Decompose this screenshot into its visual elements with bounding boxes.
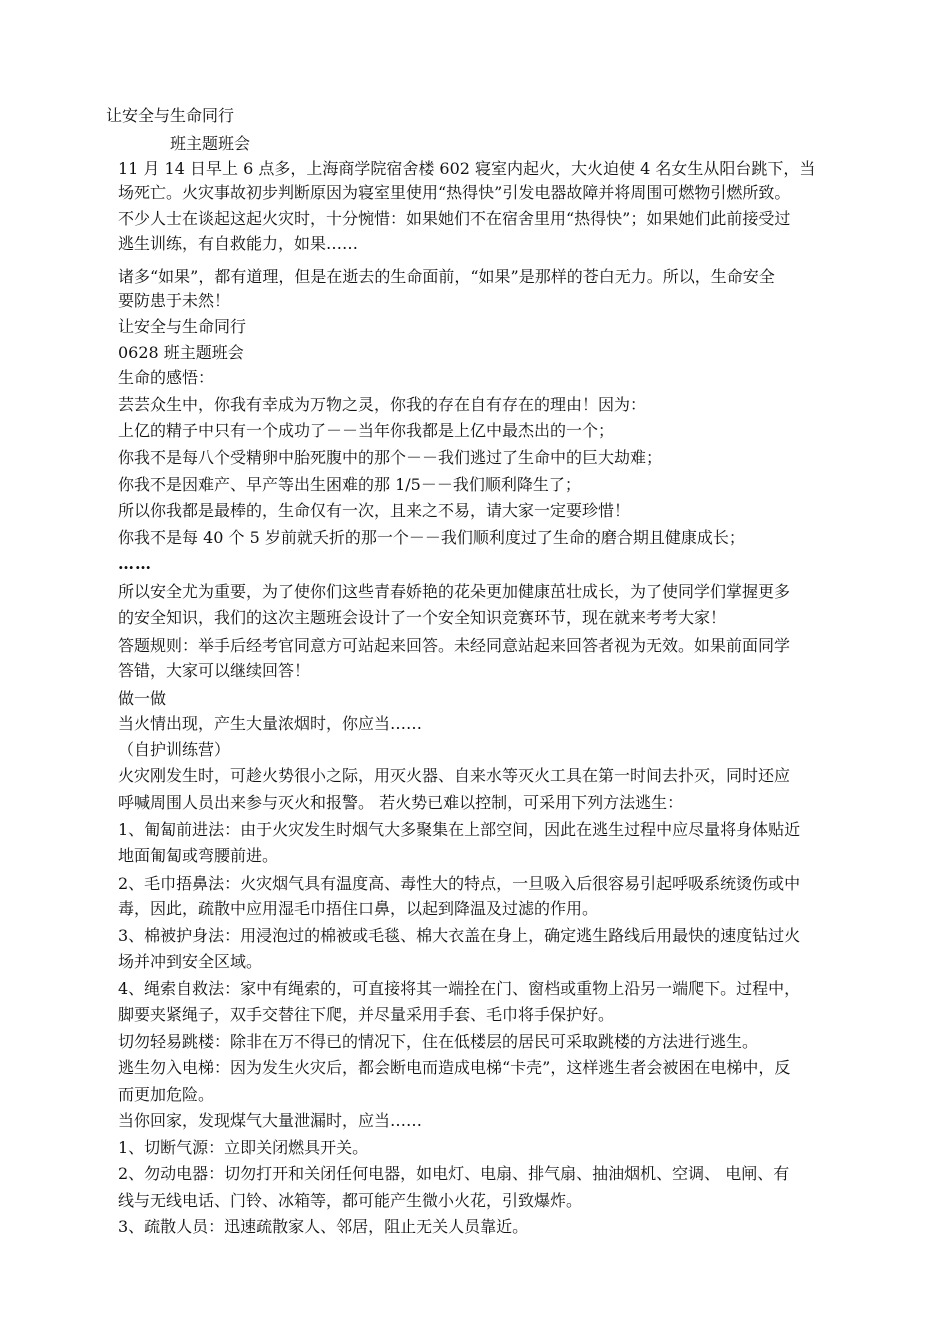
body-line: 不少人士在谈起这起火灾时，十分惋惜：如果她们不在宿舍里用“热得快”；如果她们此前接受过	[118, 209, 791, 228]
body-line: 要防患于未然！	[118, 291, 231, 310]
body-line: 你我不是每八个受精卵中胎死腹中的那个－－我们逃过了生命中的巨大劫难；	[118, 448, 663, 467]
body-line: 地面匍匐或弯腰前进。	[118, 846, 279, 865]
body-line: 的安全知识，我们的这次主题班会设计了一个安全知识竞赛环节，现在就来考考大家！	[118, 608, 727, 627]
body-line: 火灾刚发生时，可趁火势很小之际，用灭火器、自来水等灭火工具在第一时间去扑灭，同时还应	[118, 766, 791, 785]
body-line: 毒，因此，疏散中应用湿毛巾捂住口鼻，以起到降温及过滤的作用。	[118, 899, 599, 918]
body-line: 当你回家，发现煤气大量泄漏时，应当……	[118, 1111, 423, 1130]
body-line: 所以安全尤为重要，为了使你们这些青春娇艳的花朵更加健康茁壮成长，为了使同学们掌握更多	[118, 582, 791, 601]
body-line: 当火情出现，产生大量浓烟时，你应当……	[118, 714, 423, 733]
body-line: 逃生训练，有自救能力，如果……	[118, 234, 359, 253]
document-subtitle: 班主题班会	[170, 134, 251, 153]
body-line: 1、切断气源：立即关闭燃具开关。	[118, 1138, 369, 1157]
body-line: 2、勿动电器：切勿打开和关闭任何电器，如电灯、电扇、排气扇、抽油烟机、空调、 电闸、有	[118, 1164, 790, 1183]
body-line: 逃生勿入电梯：因为发生火灾后，都会断电而造成电梯“卡壳”，这样逃生者会被困在电梯中，反	[118, 1058, 791, 1077]
body-line: 11 月 14 日早上 6 点多，上海商学院宿舍楼 602 寝室内起火，大火迫使 4 名女生从阳台跳下，当	[118, 159, 816, 178]
section-heading: 生命的感悟：	[118, 368, 215, 387]
body-line: 切勿轻易跳楼：除非在万不得已的情况下，住在低楼层的居民可采取跳楼的方法进行逃生。	[118, 1032, 759, 1051]
body-line: 所以你我都是最棒的，生命仅有一次，且来之不易，请大家一定要珍惜！	[118, 501, 631, 520]
body-line: 1、匍匐前进法：由于火灾发生时烟气大多聚集在上部空间，因此在逃生过程中应尽量将身体贴近	[118, 820, 801, 839]
body-line: 你我不是每 40 个 5 岁前就夭折的那一个－－我们顺利度过了生命的磨合期且健康成长；	[118, 528, 745, 547]
body-line: 而更加危险。	[118, 1085, 215, 1104]
body-line: 诸多“如果”，都有道理，但是在逝去的生命面前，“如果”是那样的苍白无力。所以，生命安全	[118, 267, 775, 286]
body-line: 线与无线电话、门铃、冰箱等，都可能产生微小火花，引致爆炸。	[118, 1191, 583, 1210]
body-line: 上亿的精子中只有一个成功了－－当年你我都是上亿中最杰出的一个；	[118, 421, 615, 440]
body-line: 场死亡。火灾事故初步判断原因为寝室里使用“热得快”引发电器故障并将周围可燃物引燃所致。	[118, 183, 791, 202]
section-title: 让安全与生命同行	[118, 317, 247, 336]
body-line: 答题规则：举手后经考官同意方可站起来回答。未经同意站起来回答者视为无效。如果前面同学	[118, 636, 791, 655]
class-meeting-label: 0628 班主题班会	[118, 343, 244, 362]
section-heading: 做一做	[118, 689, 167, 708]
body-line: （自护训练营）	[118, 740, 231, 759]
body-line: 你我不是因难产、早产等出生困难的那 1/5－－我们顺利降生了；	[118, 475, 581, 494]
body-line: 2、毛巾捂鼻法：火灾烟气具有温度高、毒性大的特点，一旦吸入后很容易引起呼吸系统烫伤或中	[118, 874, 801, 893]
ellipsis-line: ……	[118, 554, 152, 573]
body-line: 呼喊周围人员出来参与灭火和报警。 若火势已难以控制，可采用下列方法逃生：	[118, 793, 684, 812]
document-title: 让安全与生命同行	[106, 106, 235, 125]
body-line: 3、棉被护身法：用浸泡过的棉被或毛毯、棉大衣盖在身上，确定逃生路线后用最快的速度钻过火	[118, 926, 801, 945]
body-line: 场并冲到安全区域。	[118, 952, 263, 971]
body-line: 答错，大家可以继续回答！	[118, 661, 311, 680]
body-line: 3、疏散人员：迅速疏散家人、邻居，阻止无关人员靠近。	[118, 1217, 529, 1236]
body-line: 芸芸众生中，你我有幸成为万物之灵，你我的存在自有存在的理由！因为：	[118, 395, 647, 414]
body-line: 4、绳索自救法：家中有绳索的，可直接将其一端拴在门、窗档或重物上沿另一端爬下。过程中，	[118, 979, 801, 998]
body-line: 脚要夹紧绳子，双手交替往下爬，并尽量采用手套、毛巾将手保护好。	[118, 1005, 615, 1024]
